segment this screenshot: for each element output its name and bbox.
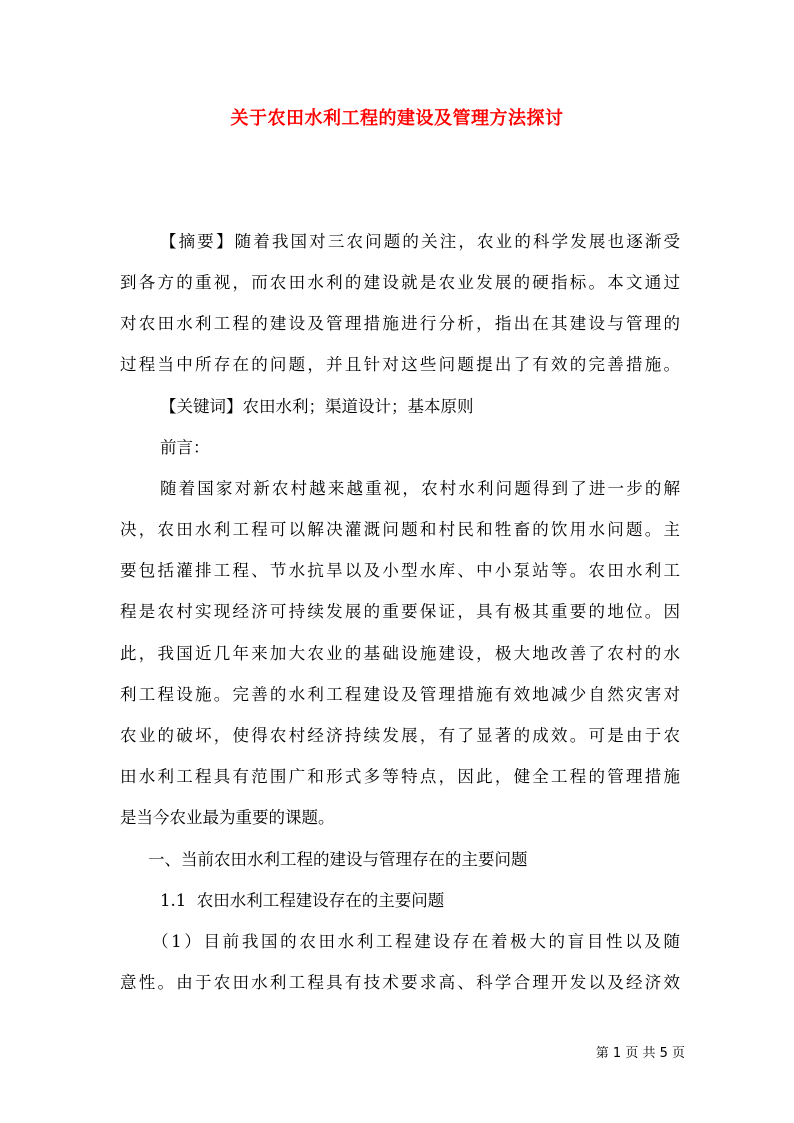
abstract-line-3: 对农田水利工程的建设及管理措施进行分析，指出在其建设与管理的 — [120, 314, 680, 333]
preface-line-4: 程是农村实现经济可持续发展的重要保证，具有极其重要的地位。因 — [120, 602, 680, 621]
preface-line-2: 决，农田水利工程可以解决灌溉问题和村民和牲畜的饮用水问题。主 — [120, 520, 680, 539]
preface-line-7: 农业的破坏，使得农村经济持续发展，有了显著的成效。可是由于农 — [120, 726, 680, 745]
subsection-1-1-heading: 1.1 农田水利工程建设存在的主要问题 — [160, 891, 445, 910]
keywords-line: 【关键词】农田水利；渠道设计；基本原则 — [160, 397, 474, 416]
preface-line-5: 此，我国近几年来加大农业的基础设施建设，极大地改善了农村的水 — [120, 644, 680, 663]
section-1-heading: 一、当前农田水利工程的建设与管理存在的主要问题 — [148, 850, 528, 869]
paragraph-1-line-1: （1）目前我国的农田水利工程建设存在着极大的盲目性以及随 — [152, 932, 680, 951]
document-title: 关于农田水利工程的建设及管理方法探讨 — [230, 108, 564, 129]
abstract-line-1: 【摘要】随着我国对三农问题的关注，农业的科学发展也逐渐受 — [160, 232, 680, 251]
preface-line-1: 随着国家对新农村越来越重视，农村水利问题得到了进一步的解 — [160, 479, 680, 498]
preface-line-9: 是当今农业最为重要的课题。 — [120, 808, 335, 827]
preface-line-8: 田水利工程具有范围广和形式多等特点，因此，健全工程的管理措施 — [120, 767, 680, 786]
abstract-line-2: 到各方的重视，而农田水利的建设就是农业发展的硬指标。本文通过 — [120, 273, 680, 292]
preface-heading: 前言： — [160, 438, 210, 457]
abstract-line-4: 过程当中所存在的问题，并且针对这些问题提出了有效的完善措施。 — [120, 355, 680, 374]
preface-line-3: 要包括灌排工程、节水抗旱以及小型水库、中小泵站等。农田水利工 — [120, 561, 680, 580]
page-number-footer: 第 1 页 共 5 页 — [595, 1046, 685, 1061]
paragraph-1-line-2: 意性。由于农田水利工程具有技术要求高、科学合理开发以及经济效 — [120, 973, 680, 992]
preface-line-6: 利工程设施。完善的水利工程建设及管理措施有效地减少自然灾害对 — [120, 685, 680, 704]
